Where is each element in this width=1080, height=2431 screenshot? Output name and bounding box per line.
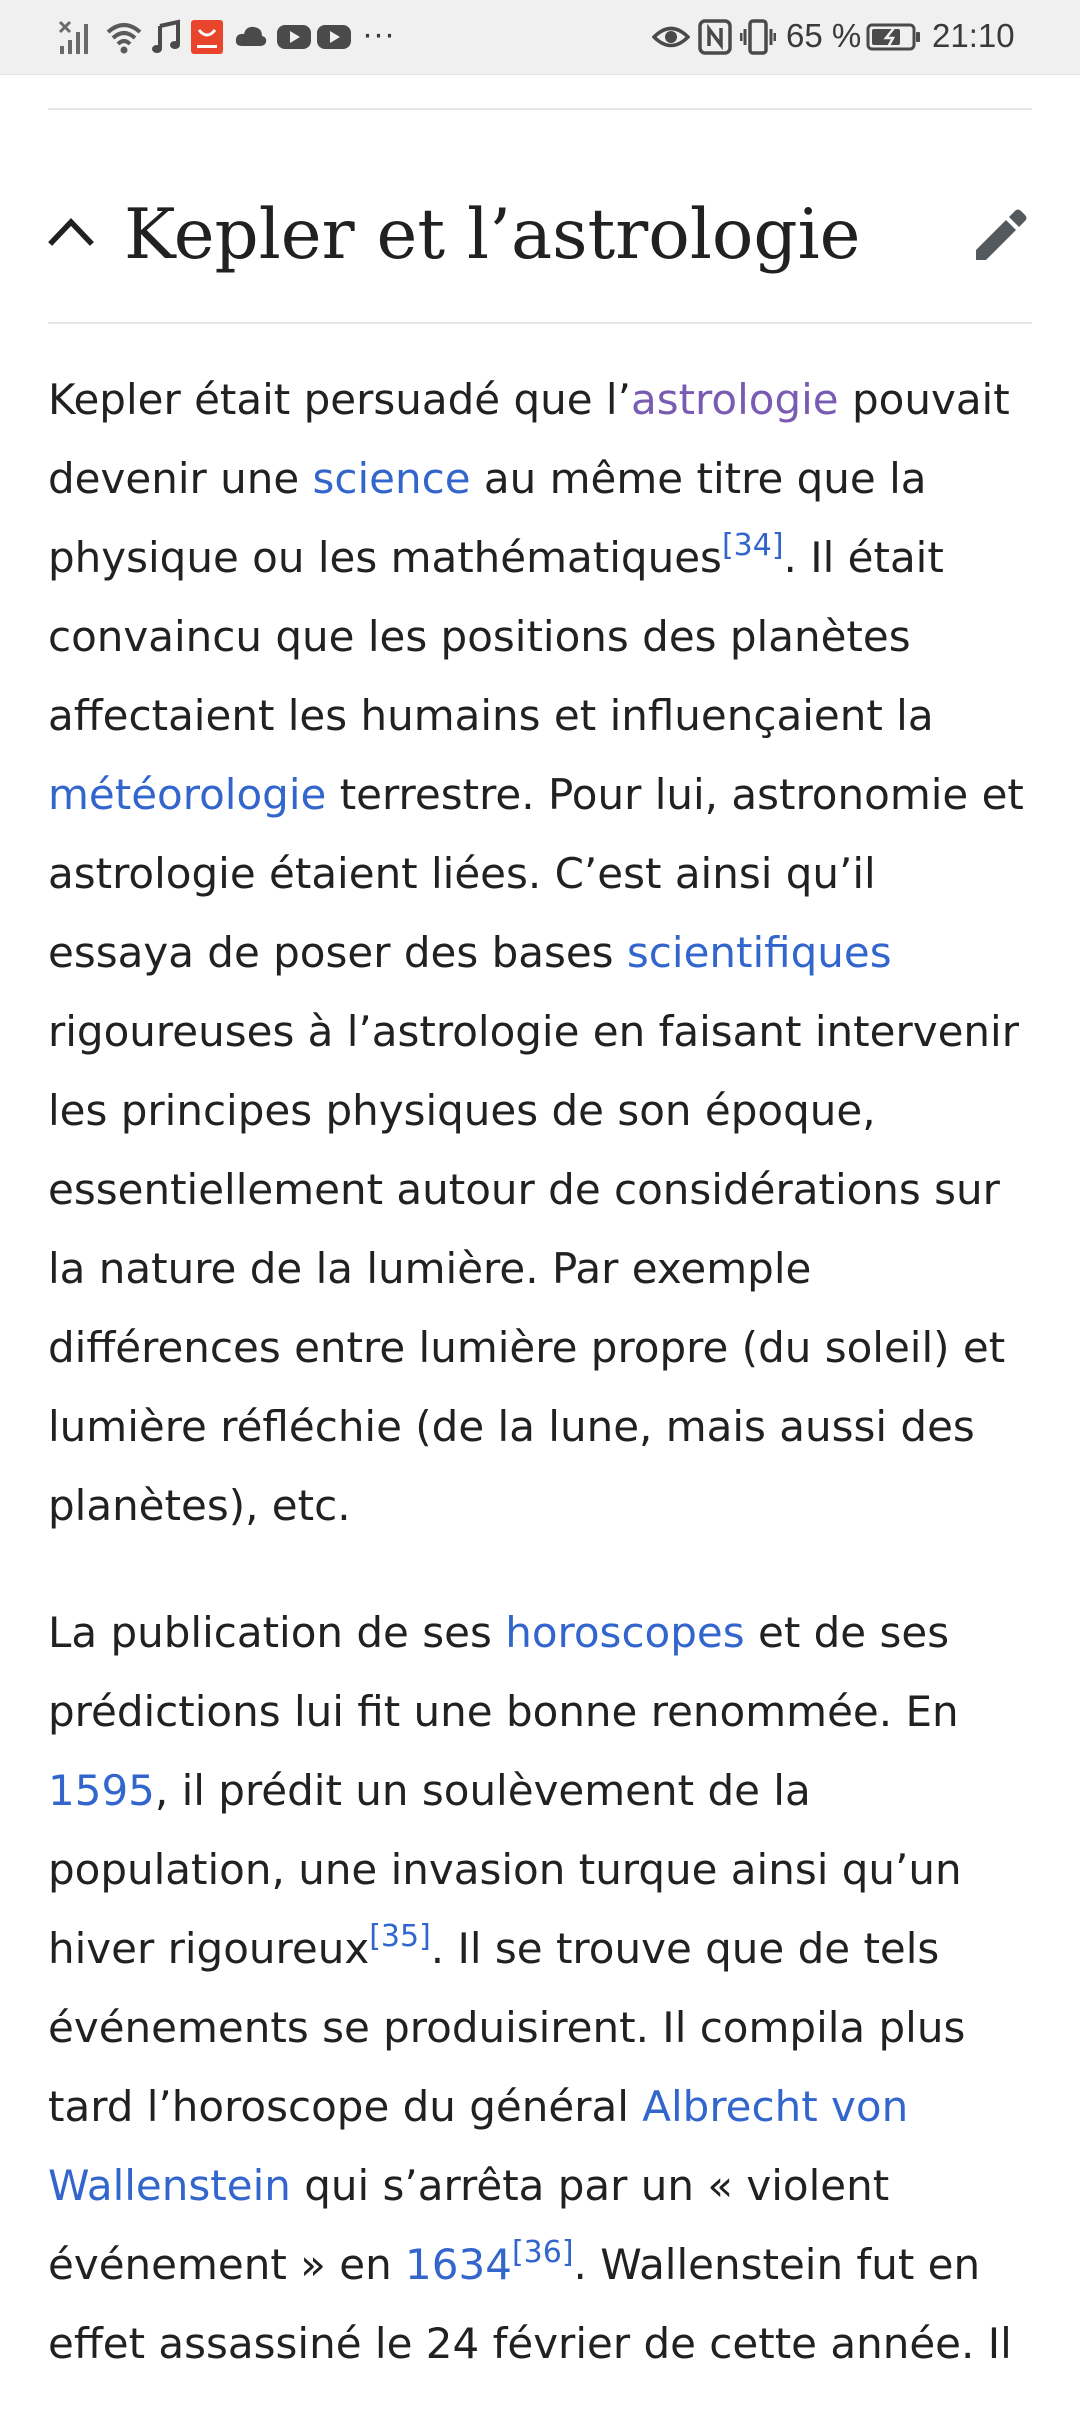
text: événements se produisirent. Il compila plus [48,2003,966,2052]
link-1595[interactable]: 1595 [48,1766,155,1815]
battery-icon [866,18,922,56]
battery-percentage: 65 % [786,17,862,54]
youtube-icon [276,18,312,56]
text: La publication de ses [48,1608,506,1657]
more-notifications-indicator: ··· [362,15,395,52]
music-icon [152,18,182,56]
link-astrologie[interactable]: astrologie [630,375,839,424]
text: . Il était [783,533,944,582]
section-title: Kepler et l’astrologie [124,195,861,275]
eye-icon [652,18,690,56]
chevron-up-icon[interactable] [48,210,94,250]
text: hiver rigoureux [48,1924,370,1973]
text: convaincu que les positions des planètes [48,612,911,661]
link-meteorologie[interactable]: météorologie [48,770,327,819]
link-albrecht-von-wallenstein[interactable]: Wallenstein [48,2161,291,2210]
link-horoscopes[interactable]: horoscopes [505,1608,745,1657]
article-body [48,360,1038,2431]
youtube-icon [316,18,352,56]
text: physique ou les mathématiques [48,533,722,582]
nfc-icon [698,18,732,56]
paragraph [48,1593,1038,2383]
link-1634[interactable]: 1634 [405,2240,512,2289]
paragraph [48,360,1038,1545]
text: essaya de poser des bases [48,928,627,977]
link-scientifiques[interactable]: scientifiques [626,928,892,977]
text: planètes), etc. [48,1481,351,1530]
top-divider [48,108,1032,110]
text: devenir une [48,454,313,503]
text: Kepler était persuadé que l’ [48,375,631,424]
text: population, une invasion turque ainsi qu’un [48,1845,962,1894]
text: prédictions lui fit une bonne renommée. En [48,1687,959,1736]
status-bar [0,0,1080,75]
text: au même titre que la [470,454,927,503]
reference-36[interactable]: [36] [511,2235,574,2270]
app-notification-icon [190,18,224,56]
section-header[interactable] [48,180,1032,290]
text: . Wallenstein fut en [573,2240,981,2289]
reference-35[interactable]: [35] [369,1919,431,1954]
text: astrologie étaient liées. C’est ainsi qu’il [48,849,876,898]
pencil-icon[interactable] [972,206,1030,264]
text: terrestre. Pour lui, astronomie et [326,770,1024,819]
signal-icon [58,18,92,56]
link-science[interactable]: science [312,454,471,503]
text: , il prédit un soulèvement de la [154,1766,811,1815]
text: rigoureuses à l’astrologie en faisant intervenir [48,1007,1019,1056]
text: les principes physiques de son époque, [48,1086,876,1135]
text: qui s’arrêta par un « violent [290,2161,890,2210]
text: la nature de la lumière. Par exemple [48,1244,812,1293]
wifi-icon [104,18,144,56]
text: . Il se trouve que de tels [430,1924,940,1973]
text: événement » en [48,2240,406,2289]
text: et de ses [744,1608,950,1657]
link-albrecht-von-wallenstein[interactable]: Albrecht von [642,2082,909,2131]
text: effet assassiné le 24 février de cette année. Il [48,2319,1012,2368]
text: différences entre lumière propre (du soleil) et [48,1323,1006,1372]
text: lumière réfléchie (de la lune, mais aussi des [48,1402,975,1451]
cloud-icon [234,18,268,56]
vibrate-icon [740,18,776,56]
text: pouvait [838,375,1010,424]
text: tard l’horoscope du général [48,2082,643,2131]
text: essentiellement autour de considérations sur [48,1165,1000,1214]
reference-34[interactable]: [34] [721,528,784,563]
clock: 21:10 [932,17,1015,54]
section-divider [48,322,1032,324]
text: affectaient les humains et influençaient la [48,691,934,740]
